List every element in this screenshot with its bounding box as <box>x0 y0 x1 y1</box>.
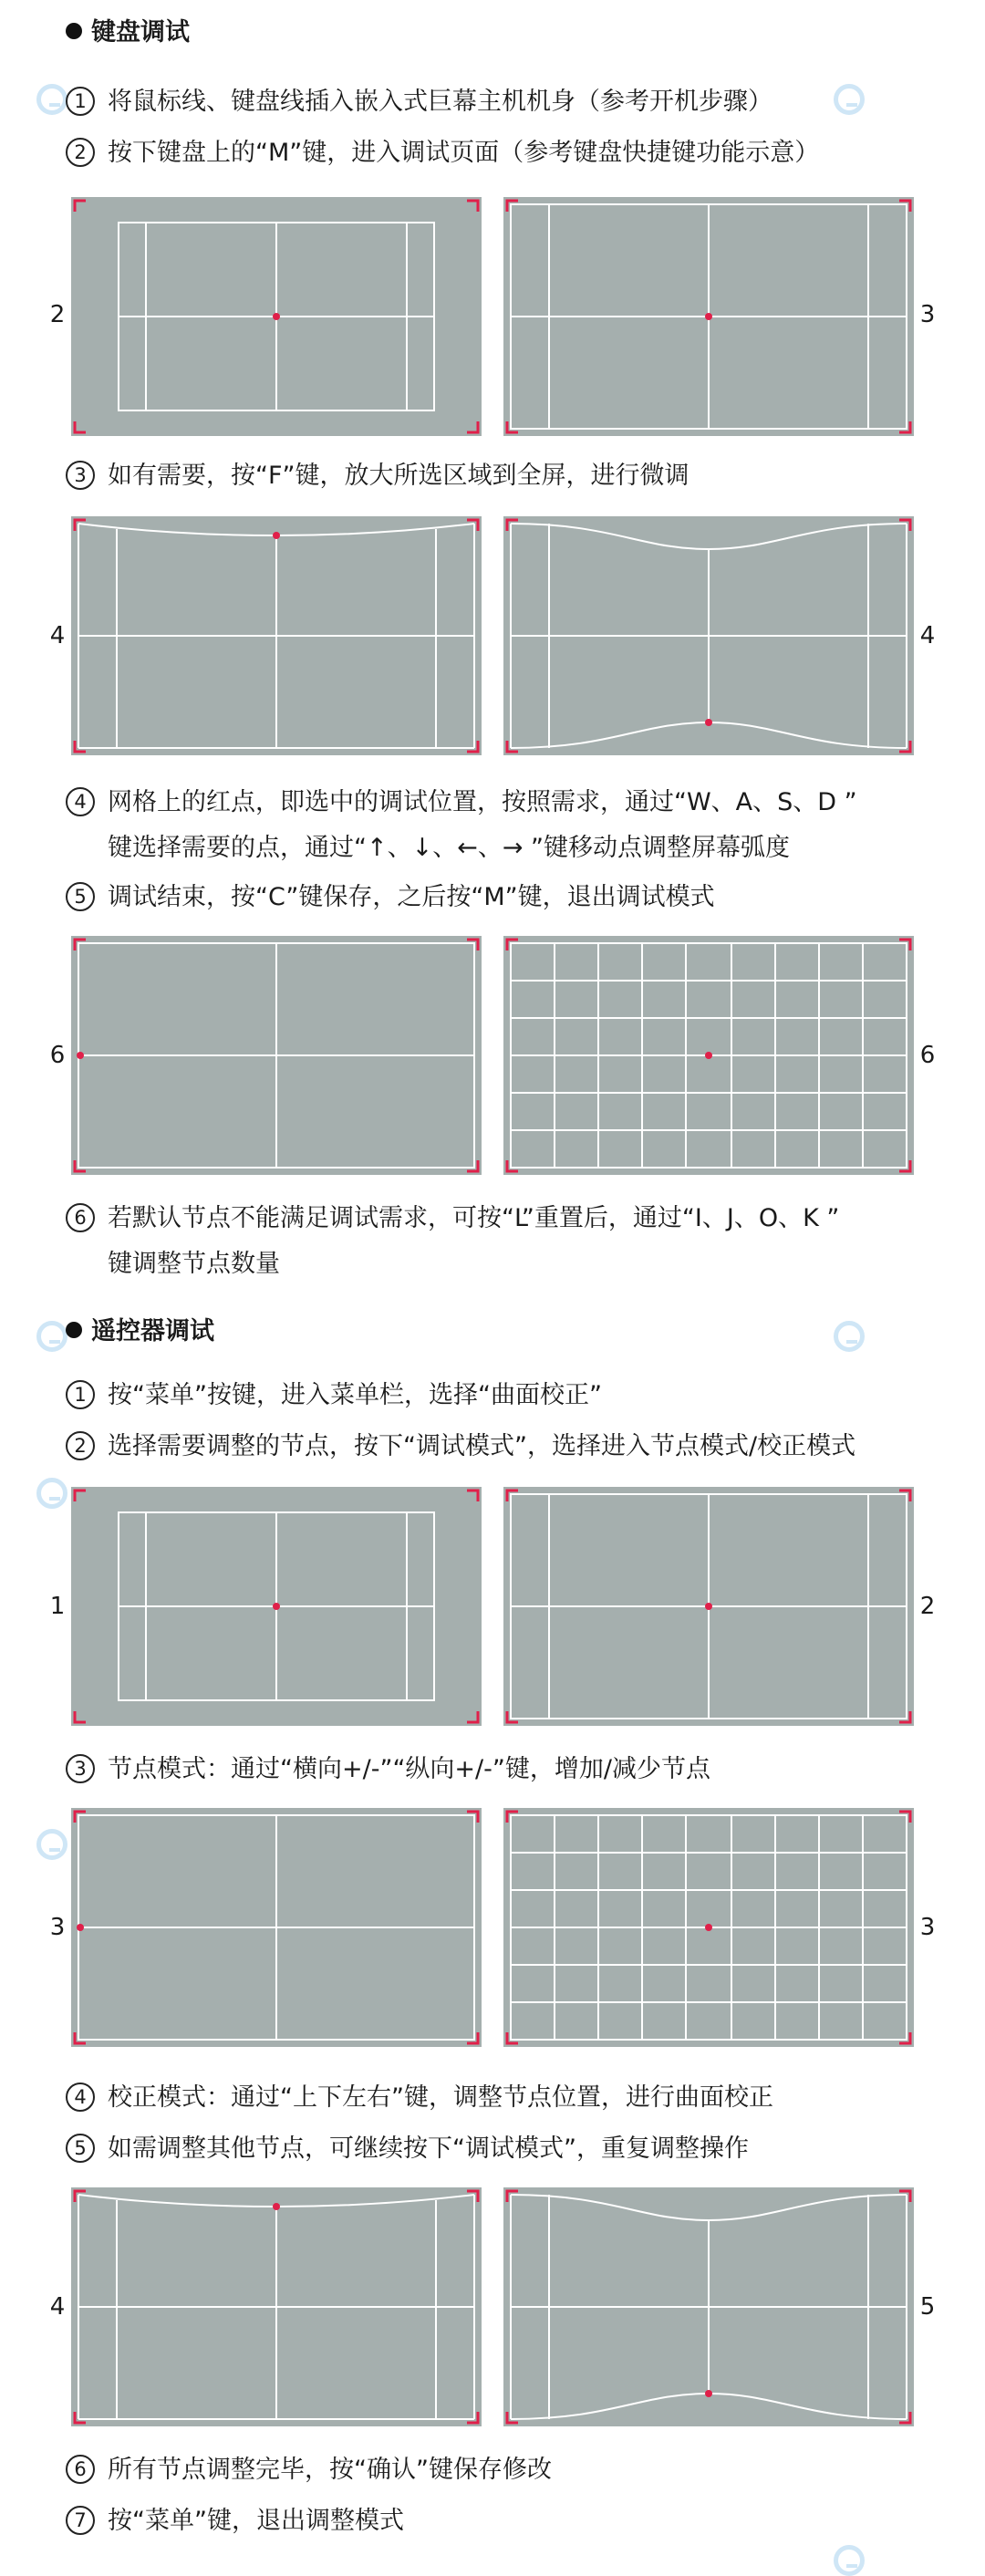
step-item: 3 节点模式：通过“横向+/-”“纵向+/-”键，增加/减少节点 <box>66 1751 710 1788</box>
figure-label: 4 <box>49 622 66 649</box>
watermark-icon <box>36 84 67 115</box>
figure-label: 2 <box>919 1593 936 1620</box>
step-item: 2 按下键盘上的“M”键，进入调试页面（参考键盘快捷键功能示意） <box>66 135 819 171</box>
watermark-icon <box>834 84 865 115</box>
figure-label: 6 <box>49 1042 66 1069</box>
calibration-panel <box>503 1487 914 1726</box>
figure-label: 2 <box>49 301 66 328</box>
figure-label: 4 <box>49 2293 66 2321</box>
step-item: 1 将鼠标线、键盘线插入嵌入式巨幕主机机身（参考开机步骤） <box>66 84 772 120</box>
section-heading-remote: 遥控器调试 <box>66 1314 214 1350</box>
calibration-panel <box>71 197 482 436</box>
figure-label: 3 <box>919 1914 936 1941</box>
bullet-icon <box>66 1322 82 1338</box>
step-item: 3 如有需要，按“F”键，放大所选区域到全屏，进行微调 <box>66 458 690 494</box>
figure-label: 3 <box>919 301 936 328</box>
calibration-panel <box>503 1808 914 2047</box>
calibration-panel <box>503 197 914 436</box>
calibration-panel <box>71 1487 482 1726</box>
step-item: 4 校正模式：通过“上下左右”键，调整节点位置，进行曲面校正 <box>66 2080 773 2116</box>
section-heading-keyboard: 键盘调试 <box>66 15 190 51</box>
watermark-icon <box>36 1478 67 1509</box>
calibration-panel <box>71 936 482 1175</box>
step-item: 7 按“菜单”键，退出调整模式 <box>66 2503 404 2540</box>
figure-label: 5 <box>919 2293 936 2321</box>
calibration-panel <box>71 2187 482 2426</box>
figure-label: 4 <box>919 622 936 649</box>
calibration-panel <box>71 516 482 755</box>
step-item: 4 网格上的红点，即选中的调试位置，按照需求，通过“W、A、S、D ” 键选择需要的点，通过“↑、↓、←、→ ”键移动点调整屏幕弧度 <box>66 784 857 867</box>
calibration-panel <box>503 516 914 755</box>
calibration-panel <box>503 2187 914 2426</box>
figure-label: 3 <box>49 1914 66 1941</box>
watermark-icon <box>36 1829 67 1860</box>
bullet-icon <box>66 23 82 39</box>
step-item: 2 选择需要调整的节点，按下“调试模式”，选择进入节点模式/校正模式 <box>66 1428 855 1465</box>
figure-label: 6 <box>919 1042 936 1069</box>
figure-label: 1 <box>49 1593 66 1620</box>
step-item: 5 调试结束，按“C”键保存，之后按“M”键，退出调试模式 <box>66 879 715 916</box>
calibration-panel <box>71 1808 482 2047</box>
watermark-icon <box>36 1321 67 1352</box>
step-item: 5 如需调整其他节点，可继续按下“调试模式”，重复调整操作 <box>66 2131 749 2167</box>
step-item: 6 所有节点调整完毕，按“确认”键保存修改 <box>66 2452 552 2488</box>
step-item: 6 若默认节点不能满足调试需求，可按“L”重置后，通过“I、J、O、K ” 键调整节点数量 <box>66 1200 839 1283</box>
watermark-icon <box>834 2545 865 2576</box>
watermark-icon <box>834 1321 865 1352</box>
calibration-panel <box>503 936 914 1175</box>
step-item: 1 按“菜单”按键，进入菜单栏，选择“曲面校正” <box>66 1377 602 1414</box>
